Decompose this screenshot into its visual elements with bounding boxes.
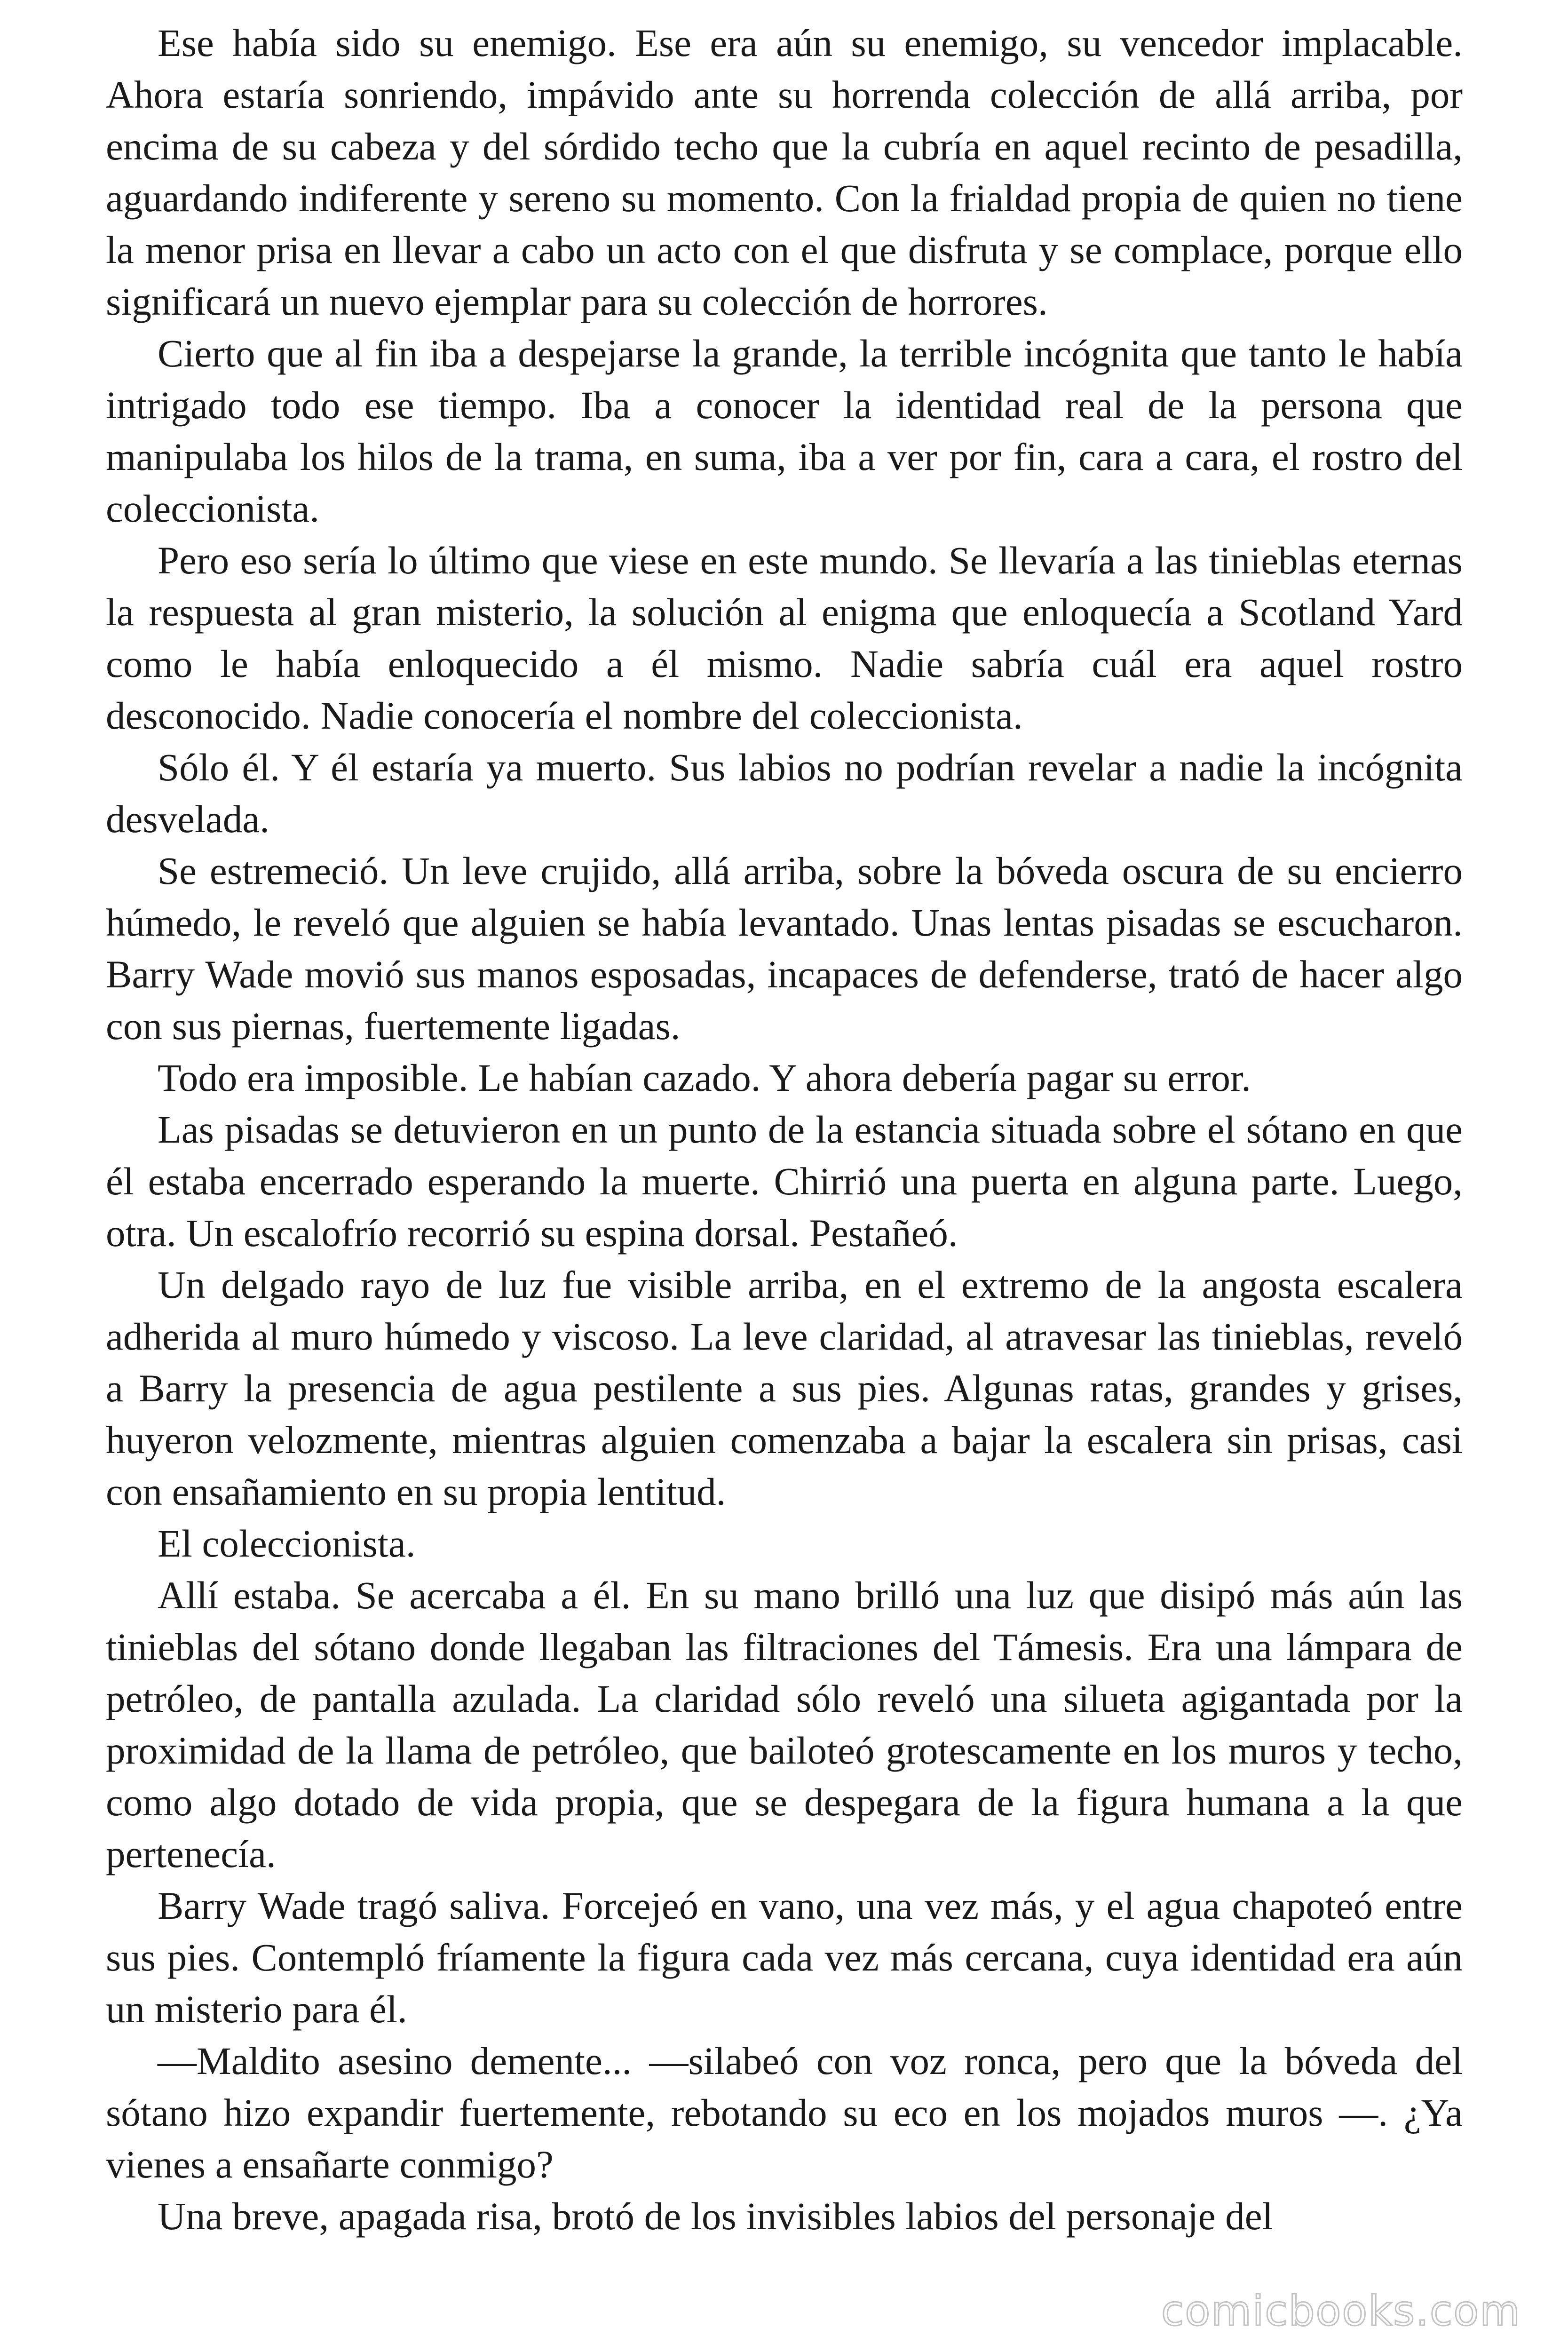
paragraph: —Maldito asesino demente... —silabeó con voz ronca, pero que la bóveda del sótano hizo expandir fuertemente, rebotando su eco en los mojados muros —. ¿Ya vienes a ensañarte conmigo? <box>106 2039 1463 2186</box>
paragraph: Un delgado rayo de luz fue visible arriba, en el extremo de la angosta escalera adherida al muro húmedo y viscoso. La leve claridad, al atravesar las tinieblas, reveló a Barry la presencia de agua pestilente a sus pies. Algunas ratas, grandes y grises, huyeron velozmente, mientras alguien comenzaba a bajar la escalera sin prisas, casi con ensañamiento en su propia lentitud. <box>106 1263 1463 1513</box>
paragraph: Ese había sido su enemigo. Ese era aún su enemigo, su vencedor implacable. Ahora estaría sonriendo, impávido ante su horrenda colección de allá arriba, por encima de su cabeza y del sórdido techo que la cubría en aquel recinto de pesadilla, aguardando indiferente y sereno su momento. Con la frialdad propia de quien no tiene la menor prisa en llevar a cabo un acto con el que disfruta y se complace, porque ello significará un nuevo ejemplar para su colección de horrores. <box>106 21 1463 323</box>
paragraph: Se estremeció. Un leve crujido, allá arriba, sobre la bóveda oscura de su encierro húmedo, le reveló que alguien se había levantado. Unas lentas pisadas se escucharon. Barry Wade movió sus manos esposadas, incapaces de defenderse, trató de hacer algo con sus piernas, fuertemente ligadas. <box>106 849 1463 1048</box>
document-page <box>106 17 1463 2341</box>
paragraph: El coleccionista. <box>158 1522 416 1565</box>
paragraph: Pero eso sería lo último que viese en este mundo. Se llevaría a las tinieblas eternas la respuesta al gran misterio, la solución al enigma que enloquecía a Scotland Yard como le había enloquecido a él mismo. Nadie sabría cuál era aquel rostro desconocido. Nadie conocería el nombre del coleccionista. <box>106 539 1463 737</box>
paragraph: Allí estaba. Se acercaba a él. En su mano brilló una luz que disipó más aún las tinieblas del sótano donde llegaban las filtraciones del Támesis. Era una lámpara de petróleo, de pantalla azulada. La claridad sólo reveló una silueta agigantada por la proximidad de la llama de petróleo, que bailoteó grotescamente en los muros y techo, como algo dotado de vida propia, que se despegara de la figura humana a la que pertenecía. <box>106 1573 1463 1875</box>
watermark: comicbooks.com <box>1161 2287 1521 2335</box>
paragraph: Todo era imposible. Le habían cazado. Y ahora debería pagar su error. <box>158 1056 1251 1099</box>
paragraph: Las pisadas se detuvieron en un punto de la estancia situada sobre el sótano en que él estaba encerrado esperando la muerte. Chirrió una puerta en alguna parte. Luego, otra. Un escalofrío recorrió su espina dorsal. Pestañeó. <box>106 1108 1463 1255</box>
paragraph: Barry Wade tragó saliva. Forcejeó en vano, una vez más, y el agua chapoteó entre sus pies. Contempló fríamente la figura cada vez más cercana, cuya identidad era aún un misterio para él. <box>106 1884 1463 2031</box>
paragraph: Una breve, apagada risa, brotó de los invisibles labios del personaje del <box>158 2194 1273 2238</box>
paragraph: Cierto que al fin iba a despejarse la grande, la terrible incógnita que tanto le había intrigado todo ese tiempo. Iba a conocer la identidad real de la persona que manipulaba los hilos de la trama, en suma, iba a ver por fin, cara a cara, el rostro del coleccionista. <box>106 332 1463 530</box>
paragraph: Sólo él. Y él estaría ya muerto. Sus labios no podrían revelar a nadie la incógnita desvelada. <box>106 746 1463 841</box>
